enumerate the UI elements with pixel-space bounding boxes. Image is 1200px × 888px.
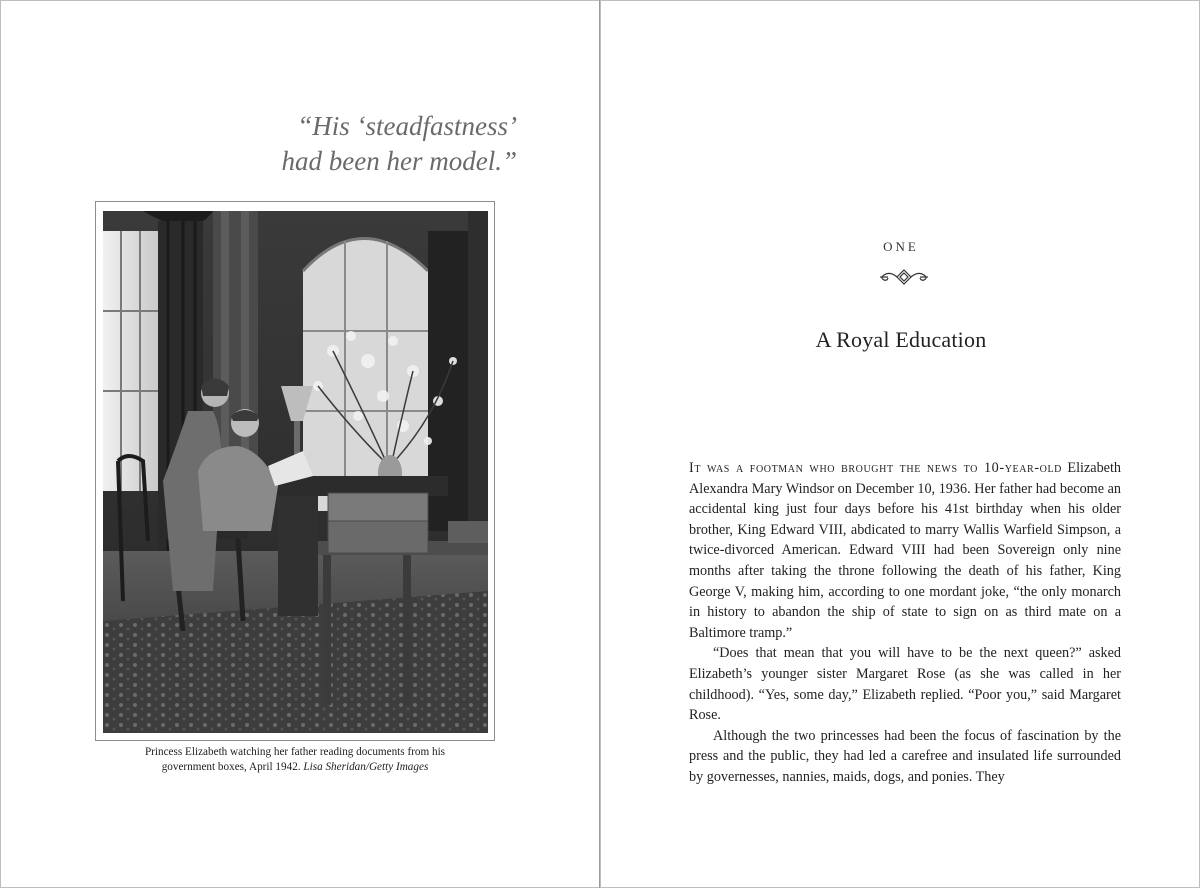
right-page	[600, 0, 1200, 888]
paragraph-1	[689, 458, 1121, 643]
epigraph-line-1: “His ‘steadfastness’	[297, 111, 517, 141]
flourish-ornament-icon	[878, 267, 930, 287]
historical-photo	[103, 211, 488, 733]
epigraph-quote	[282, 109, 517, 179]
photo-frame	[95, 201, 495, 741]
paragraph-lead-in: It was a footman who brought the news to 10-year-old	[689, 460, 1063, 476]
chapter-body	[689, 458, 1121, 788]
chapter-number: ONE	[883, 239, 919, 254]
paragraph-3: Although the two princesses had been the focus of fascination by the press and the public, they had led a carefree and insulated life surrounded by governesses, nannies, maids, dogs, and ponies. They	[689, 727, 1121, 785]
epigraph-line-2: had been her model.”	[281, 146, 517, 176]
paragraph-2: “Does that mean that you will have to be the next queen?” asked Elizabeth’s younger sister Margaret Rose (as she was called in her childhood). “Yes, some day,” Elizabeth replied. “Poor you,” said Margaret Rose.	[689, 645, 1121, 724]
photo-caption	[95, 745, 495, 775]
paragraph-1-text: Elizabeth Alexandra Mary Windsor on December 10, 1936. Her father had become an accidental king just four days before his 41st birthday when his older brother, King Edward VIII, abdicated to marry Wallis Warfield Simpson, a twice-divorced American. Edward VIII had been Sovereign only nine months after taking the throne following the death of his father, King George V, making him, according to one mordant joke, “the only monarch in history to abandon the ship of state to sign on as third mate on a Baltimore tramp.”	[689, 460, 1121, 641]
caption-credit: Lisa Sheridan/Getty Images	[303, 761, 429, 773]
caption-text-line-1: Princess Elizabeth watching her father reading documents from his	[144, 746, 446, 758]
chapter-title: A Royal Education	[815, 327, 987, 352]
caption-text-line-2: government boxes, April 1942.	[161, 761, 304, 773]
